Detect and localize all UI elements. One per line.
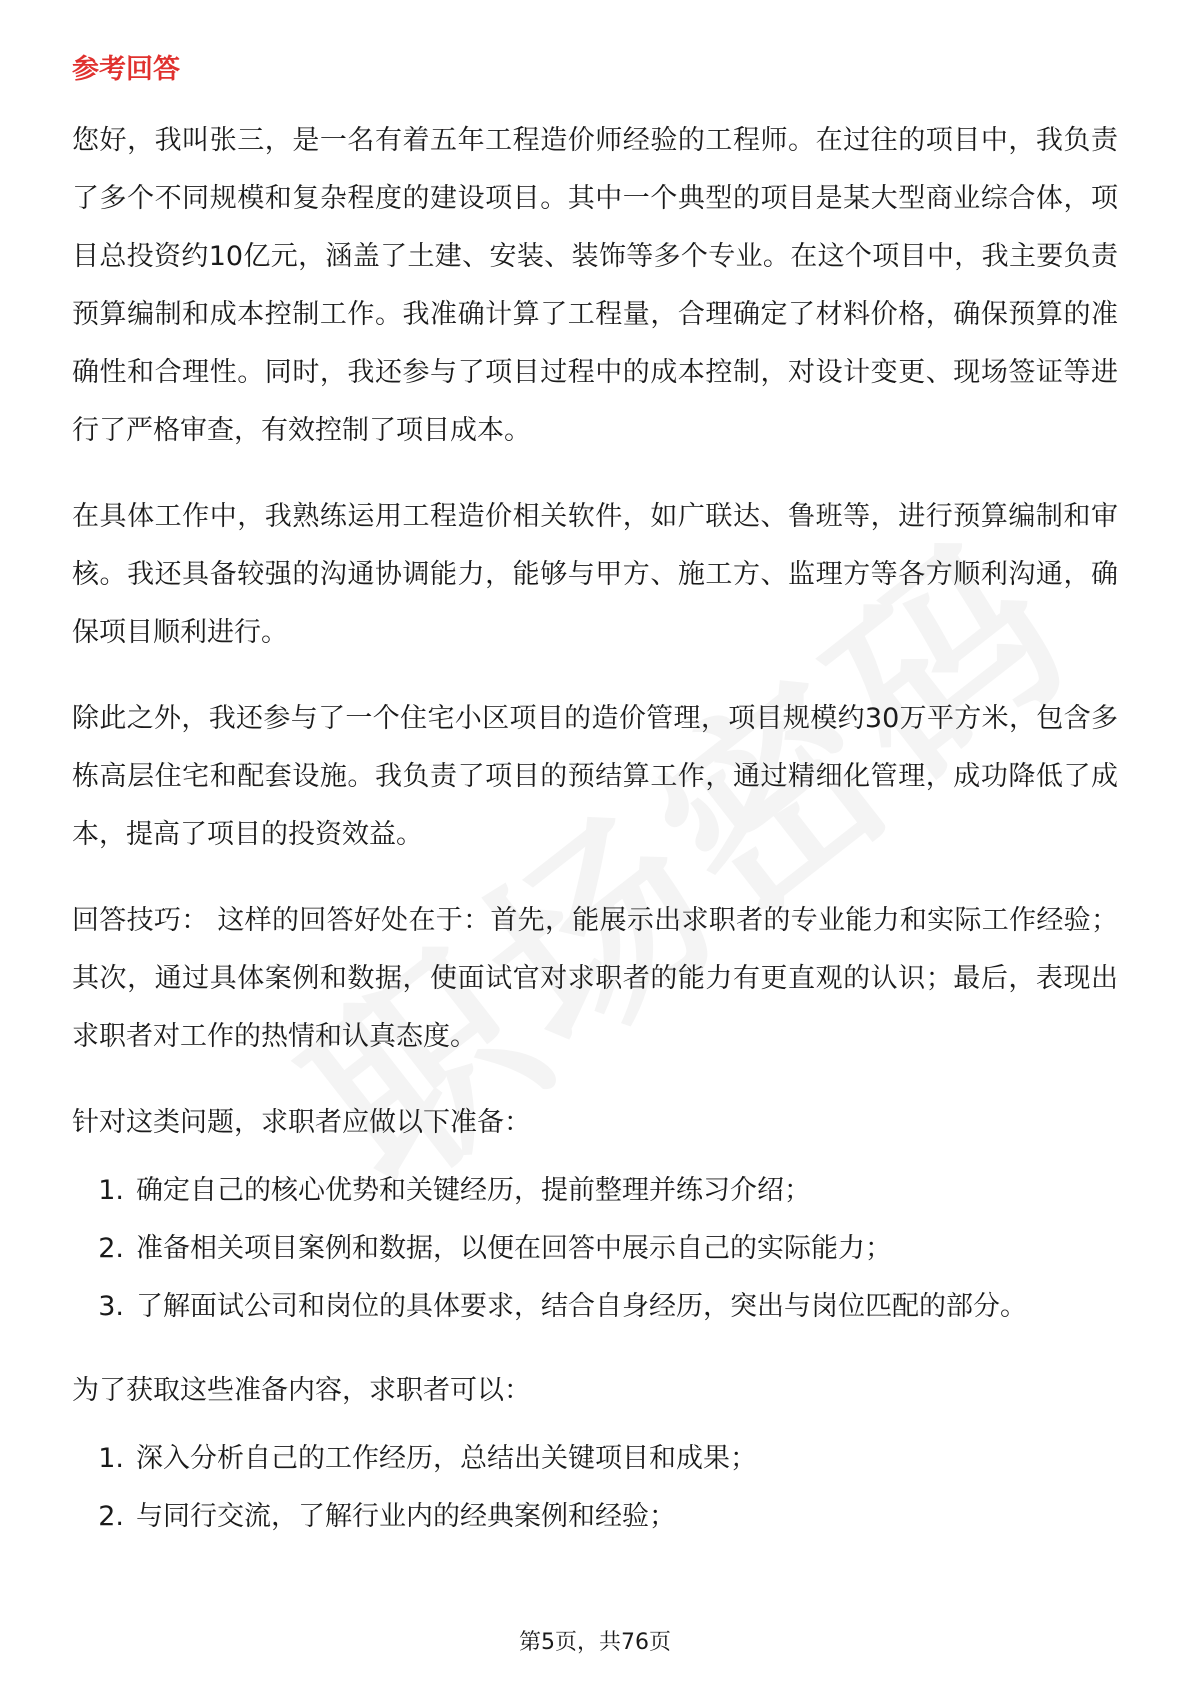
list-number: 3. xyxy=(98,1291,124,1322)
list-number: 1. xyxy=(98,1175,124,1206)
list-text: 准备相关项目案例和数据，以便在回答中展示自己的实际能力； xyxy=(136,1233,892,1264)
list-number: 2. xyxy=(98,1501,124,1532)
obtain-list xyxy=(72,1430,1118,1546)
list-text: 确定自己的核心优势和关键经历，提前整理并练习介绍； xyxy=(136,1175,811,1206)
paragraph-prep-intro: 针对这类问题，求职者应做以下准备： xyxy=(72,1107,531,1138)
list-number: 1. xyxy=(98,1443,124,1474)
paragraph-residential: 除此之外，我还参与了一个住宅小区项目的造价管理，项目规模约30万平方米，包含多栋高层住宅和配套设施。我负责了项目的预结算工作，通过精细化管理，成功降低了成本，提高了项目的投资效益。 xyxy=(72,703,1118,850)
paragraph-obtain-intro: 为了获取这些准备内容，求职者可以： xyxy=(72,1375,531,1406)
list-text: 了解面试公司和岗位的具体要求，结合自身经历，突出与岗位匹配的部分。 xyxy=(136,1291,1027,1322)
list-text: 深入分析自己的工作经历，总结出关键项目和成果； xyxy=(136,1443,757,1474)
paragraph-intro: 您好，我叫张三，是一名有着五年工程造价师经验的工程师。在过往的项目中，我负责了多个不同规模和复杂程度的建设项目。其中一个典型的项目是某大型商业综合体，项目总投资约10亿元，涵盖了土建、安装、装饰等多个专业。在这个项目中，我主要负责预算编制和成本控制工作。我准确计算了工程量，合理确定了材料价格，确保预算的准确性和合理性。同时，我还参与了项目过程中的成本控制，对设计变更、现场签证等进行了严格审查，有效控制了项目成本。 xyxy=(72,125,1118,446)
document-page xyxy=(72,40,1118,1572)
paragraph-tips: 回答技巧： 这样的回答好处在于：首先，能展示出求职者的专业能力和实际工作经验；其次，通过具体案例和数据，使面试官对求职者的能力有更直观的认识；最后，表现出求职者对工作的热情和认真态度。 xyxy=(72,905,1118,1052)
page-footer: 第5页，共76页 xyxy=(519,1630,671,1655)
section-heading: 参考回答 xyxy=(72,54,180,85)
list-item xyxy=(72,1278,1118,1336)
list-item xyxy=(72,1220,1118,1278)
list-number: 2. xyxy=(98,1233,124,1264)
list-item xyxy=(72,1162,1118,1220)
list-text: 与同行交流，了解行业内的经典案例和经验； xyxy=(136,1501,676,1532)
list-item xyxy=(72,1430,1118,1488)
list-item xyxy=(72,1488,1118,1546)
paragraph-skills: 在具体工作中，我熟练运用工程造价相关软件，如广联达、鲁班等，进行预算编制和审核。我还具备较强的沟通协调能力，能够与甲方、施工方、监理方等各方顺利沟通，确保项目顺利进行。 xyxy=(72,501,1118,648)
prep-list xyxy=(72,1162,1118,1336)
